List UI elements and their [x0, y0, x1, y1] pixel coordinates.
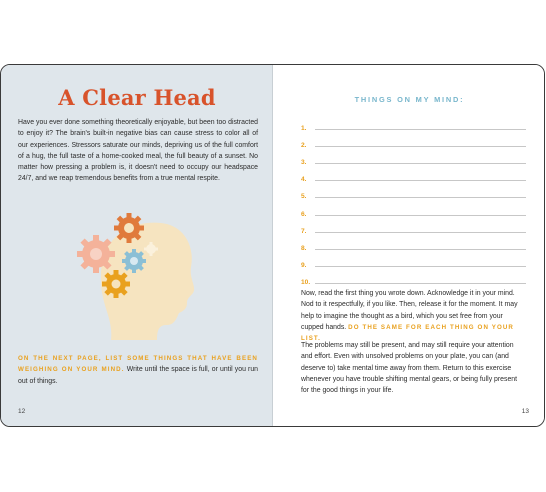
gear-yellow [102, 270, 130, 298]
list-item[interactable] [301, 218, 526, 235]
list-item-number: 1. [301, 125, 307, 133]
list-item[interactable] [301, 115, 526, 132]
writing-line[interactable] [315, 215, 526, 216]
page-title: A Clear Head [58, 85, 216, 110]
writing-list [301, 115, 526, 286]
writing-line[interactable] [315, 163, 526, 164]
list-item-number: 5. [301, 193, 307, 201]
gear-orange [114, 213, 144, 243]
right-page [273, 65, 545, 426]
writing-line[interactable] [315, 146, 526, 147]
writing-line[interactable] [315, 129, 526, 130]
list-item[interactable] [301, 166, 526, 183]
instruction-caps-text: DO THE SAME FOR EACH THING ON YOUR LIST. [301, 323, 514, 343]
closing-paragraph: The problems may still be present, and may still require your attention and effort. Even with unsolved problems on your plate, you can (and deserve to) take mental time away from them. Return to this exercise whenever you have trouble shifting mental gears, or being fully present for the good things in your life. [301, 342, 518, 395]
page-number-left: 12 [18, 408, 26, 415]
writing-line[interactable] [315, 249, 526, 250]
list-item[interactable] [301, 235, 526, 252]
list-item[interactable] [301, 269, 526, 286]
writing-line[interactable] [315, 180, 526, 181]
cta-caps-text: ON THE NEXT PAGE, LIST SOME THINGS THAT HAVE BEEN WEIGHING ON YOUR MIND. [18, 355, 258, 374]
list-item-number: 7. [301, 227, 307, 235]
head-with-gears-illustration [71, 205, 201, 345]
list-item[interactable] [301, 183, 526, 200]
list-item-number: 8. [301, 244, 307, 252]
list-item-number: 9. [301, 261, 307, 269]
list-item-number: 3. [301, 159, 307, 167]
list-item[interactable] [301, 200, 526, 217]
list-item-number: 4. [301, 176, 307, 184]
gear-peach [77, 235, 115, 273]
list-item-number: 2. [301, 142, 307, 150]
cta-body-text: Write until the space is full, or until you run out of things. [18, 366, 258, 385]
call-to-action [18, 353, 258, 387]
gear-blue [122, 249, 146, 273]
list-item[interactable] [301, 149, 526, 166]
list-item-number: 6. [301, 210, 307, 218]
list-item[interactable] [301, 252, 526, 269]
book-spread [0, 64, 545, 427]
page-number-right: 13 [521, 408, 529, 415]
instruction-paragraph [301, 288, 526, 344]
writing-line[interactable] [315, 266, 526, 267]
writing-line[interactable] [315, 283, 526, 284]
left-page [1, 65, 273, 426]
instruction-text: Now, read the first thing you wrote down. Acknowledge it in your mind. Nod to it respectfully, if you like. Then, release it for the moment. It may help to imagine the thought as a bird, which you set free from your cupped hands. [301, 290, 518, 331]
list-item-number: 10. [301, 278, 311, 286]
writing-line[interactable] [315, 232, 526, 233]
writing-line[interactable] [315, 197, 526, 198]
list-title: THINGS ON MY MIND: [354, 95, 465, 104]
intro-paragraph: Have you ever done something theoretically enjoyable, but been too distracted to enjoy it? The brain's built-in negative bias can cause stress to color all of our experiences. Stressors saturate our minds, depriving us of the full comfort of a hug, the full taste of a home-cooked meal, the full beauty of a sunset. No matter how pressing a problem is, it doesn't need to occupy our headspace 24/7, and we reap tremendous benefits from a true mental respite. [18, 119, 258, 183]
list-item[interactable] [301, 132, 526, 149]
